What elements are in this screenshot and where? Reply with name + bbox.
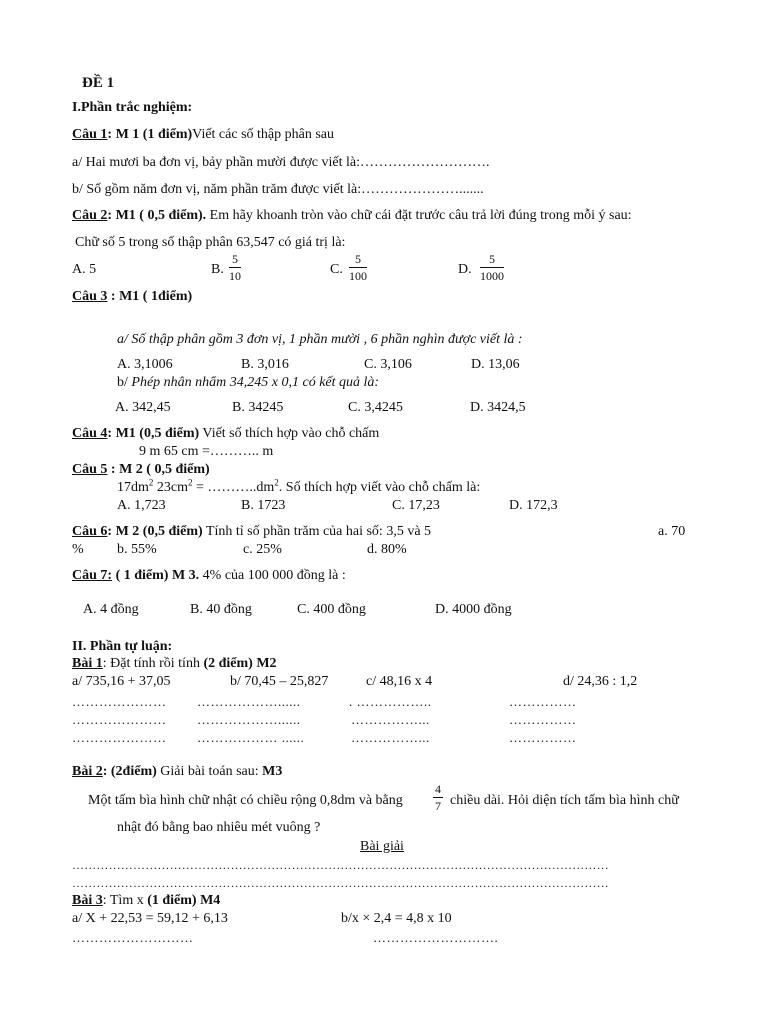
answer-dots: ……………...: [351, 730, 430, 745]
question-1: [72, 126, 334, 144]
exercise-3-part-b: b/x × 2,4 = 4,8 x 10: [341, 911, 452, 926]
answer-dots: ………………......: [197, 694, 301, 709]
exercise-2-mark: : (2điểm): [102, 764, 157, 779]
question-1-text: Viết các số thập phân sau: [192, 127, 335, 142]
question-6: [72, 523, 431, 541]
question-2-label: Câu 2: [72, 208, 108, 223]
q5-text-3: = ………..dm: [192, 480, 275, 495]
question-5-option-c: C. 17,23: [392, 498, 440, 513]
question-1-mark: : M 1 (1 điểm): [107, 127, 193, 142]
solution-heading: Bài giải: [360, 839, 404, 854]
question-3-label: Câu 3: [72, 289, 108, 304]
question-3-a-option-a: A. 3,1006: [117, 357, 173, 372]
question-3-mark: : M1 ( 1điểm): [107, 289, 193, 304]
section-2-heading: II. Phần tự luận:: [72, 639, 173, 654]
fraction-numerator: 5: [489, 252, 495, 266]
question-6-option-b: b. 55%: [117, 542, 157, 557]
answer-dots: ………………......: [197, 712, 301, 727]
q5-sup-3: 2: [274, 477, 279, 488]
question-7: [72, 567, 346, 585]
question-2-option-b: B.: [211, 262, 224, 277]
question-2-fraction-b: [229, 252, 241, 283]
question-5-option-a: A. 1,723: [117, 498, 166, 513]
question-2: [72, 207, 632, 225]
question-6-option-c: c. 25%: [243, 542, 282, 557]
fraction-numerator: 5: [232, 252, 238, 266]
question-5-option-b: B. 1723: [241, 498, 286, 513]
answer-dots: ……………… ......: [197, 730, 305, 745]
exercise-2-problem-2: chiều dài. Hỏi diện tích tấm bìa hình chữ: [450, 793, 679, 808]
question-2-fraction-c: [349, 252, 367, 283]
exercise-3-part-a: a/ X + 22,53 = 59,12 + 6,13: [72, 911, 228, 926]
exercise-1-label: Bài 1: [72, 656, 103, 671]
answer-dots: . ……………..: [349, 694, 432, 709]
exercise-3-text: : Tìm x: [102, 893, 148, 908]
fraction-denominator: 7: [435, 799, 441, 813]
question-2-text: Em hãy khoanh tròn vào chữ cái đặt trước câu trả lời đúng trong mỗi ý sau:: [206, 208, 632, 223]
question-4-text: Viết số thích hợp vào chỗ chấm: [199, 426, 380, 441]
page-title: ĐỀ 1: [82, 75, 115, 91]
fraction-denominator: 10: [229, 269, 241, 283]
question-7-option-a: A. 4 đồng: [83, 602, 139, 617]
q5-text-1: 17dm: [117, 480, 149, 495]
question-6-option-d: d. 80%: [367, 542, 407, 557]
exercise-2-problem-1: Một tấm bìa hình chữ nhật có chiều rộng 0,8dm và bằng: [88, 793, 403, 808]
question-7-label: Câu 7:: [72, 568, 113, 583]
question-3-a-option-c: C. 3,106: [364, 357, 412, 372]
question-3-b-option-b: B. 34245: [232, 400, 284, 415]
question-1-part-a: a/ Hai mươi ba đơn vị, bảy phần mười được viết là:……………………….: [72, 155, 490, 170]
q5-text-2: 23cm: [153, 480, 188, 495]
question-2-option-c: C.: [330, 262, 343, 277]
exercise-3: [72, 892, 220, 910]
question-4: [72, 425, 379, 443]
question-3-b-text: Phép nhân nhẩm 34,245 x 0,1 có kết quả là:: [131, 375, 380, 390]
exercise-2-problem-3: nhật đó bằng bao nhiêu mét vuông ?: [117, 820, 321, 835]
question-3-a-option-b: B. 3,016: [241, 357, 289, 372]
fraction-numerator: 5: [355, 252, 361, 266]
question-7-text: 4% của 100 000 đồng là :: [199, 568, 346, 583]
fraction-numerator: 4: [435, 782, 441, 796]
question-6-text: Tính tỉ số phần trăm của hai số: 3,5 và 5: [202, 524, 432, 539]
question-7-option-d: D. 4000 đồng: [435, 602, 512, 617]
exercise-2: [72, 763, 282, 781]
question-1-part-b: b/ Số gồm năm đơn vị, năm phần trăm được viết là:………………….......: [72, 182, 484, 197]
exercise-1: [72, 655, 277, 673]
answer-dots: …………………: [72, 712, 167, 727]
section-1-heading: I.Phần trắc nghiệm:: [72, 100, 193, 115]
question-2-fraction-d: [480, 252, 504, 283]
exercise-2-text: Giải bài toán sau:: [156, 764, 263, 779]
q5-text-4: . Số thích hợp viết vào chỗ chấm là:: [278, 480, 481, 495]
exercise-3-mark: (1 điểm) M4: [147, 893, 221, 908]
question-3-b-prefix: b/: [117, 375, 132, 390]
q5-sup-1: 2: [148, 477, 154, 488]
question-2-stem: Chữ số 5 trong số thập phân 63,547 có giá trị là:: [75, 235, 346, 250]
question-6-mark: : M 2 (0,5 điểm): [107, 524, 203, 539]
question-6-percent: %: [72, 542, 84, 557]
exercise-1-item-b: b/ 70,45 – 25,827: [230, 674, 329, 689]
question-7-option-c: C. 400 đồng: [297, 602, 366, 617]
question-5-option-d: D. 172,3: [509, 498, 558, 513]
exercise-1-text: : Đặt tính rồi tính: [102, 656, 204, 671]
question-6-label: Câu 6: [72, 524, 108, 539]
question-3-a-option-d: D. 13,06: [471, 357, 520, 372]
question-3-b-option-d: D. 3424,5: [470, 400, 526, 415]
q5-sup-2: 2: [188, 477, 193, 488]
answer-dots: ………………………: [72, 930, 194, 945]
question-3-b-option-c: C. 3,4245: [348, 400, 403, 415]
answer-dots: ……………...: [351, 712, 430, 727]
question-2-option-d: D.: [458, 262, 472, 277]
question-5-label: Câu 5: [72, 462, 108, 477]
question-3-part-a: a/ Số thập phân gồm 3 đơn vị, 1 phần mười , 6 phần nghìn được viết là :: [117, 332, 523, 347]
question-5-line: [117, 479, 480, 497]
question-3: [72, 288, 192, 306]
answer-dots: ……………: [509, 712, 577, 727]
question-3-part-b: [117, 374, 379, 392]
exercise-1-item-d: d/ 24,36 : 1,2: [563, 674, 638, 689]
question-2-mark: : M1 ( 0,5 điểm).: [107, 208, 207, 223]
exercise-2-level: M3: [262, 764, 283, 779]
solution-dots: ……………………………………………………………………………………………………………………: [72, 876, 609, 890]
answer-dots: ……………: [509, 730, 577, 745]
fraction-denominator: 1000: [480, 269, 504, 283]
exercise-2-fraction: [433, 782, 443, 813]
question-4-mark: : M1 (0,5 điểm): [107, 426, 200, 441]
exercise-2-label: Bài 2: [72, 764, 103, 779]
answer-dots: ……………………….: [373, 930, 499, 945]
fraction-denominator: 100: [349, 269, 367, 283]
question-4-label: Câu 4: [72, 426, 108, 441]
question-5: [72, 461, 210, 479]
question-4-line: 9 m 65 cm =……….. m: [139, 444, 274, 459]
exercise-3-label: Bài 3: [72, 893, 103, 908]
question-7-mark: ( 1 điểm) M 3.: [112, 568, 200, 583]
answer-dots: …………………: [72, 730, 167, 745]
question-3-b-option-a: A. 342,45: [115, 400, 171, 415]
exercise-1-item-c: c/ 48,16 x 4: [366, 674, 433, 689]
solution-dots: ……………………………………………………………………………………………………………………: [72, 858, 609, 872]
exercise-1-item-a: a/ 735,16 + 37,05: [72, 674, 171, 689]
answer-dots: ……………: [509, 694, 577, 709]
question-5-mark: : M 2 ( 0,5 điểm): [107, 462, 210, 477]
exercise-1-mark: (2 điểm) M2: [203, 656, 277, 671]
answer-dots: …………………: [72, 694, 167, 709]
question-1-label: Câu 1: [72, 127, 108, 142]
question-7-option-b: B. 40 đồng: [190, 602, 252, 617]
question-6-option-a: a. 70: [658, 524, 686, 539]
question-2-option-a: A. 5: [72, 262, 97, 277]
